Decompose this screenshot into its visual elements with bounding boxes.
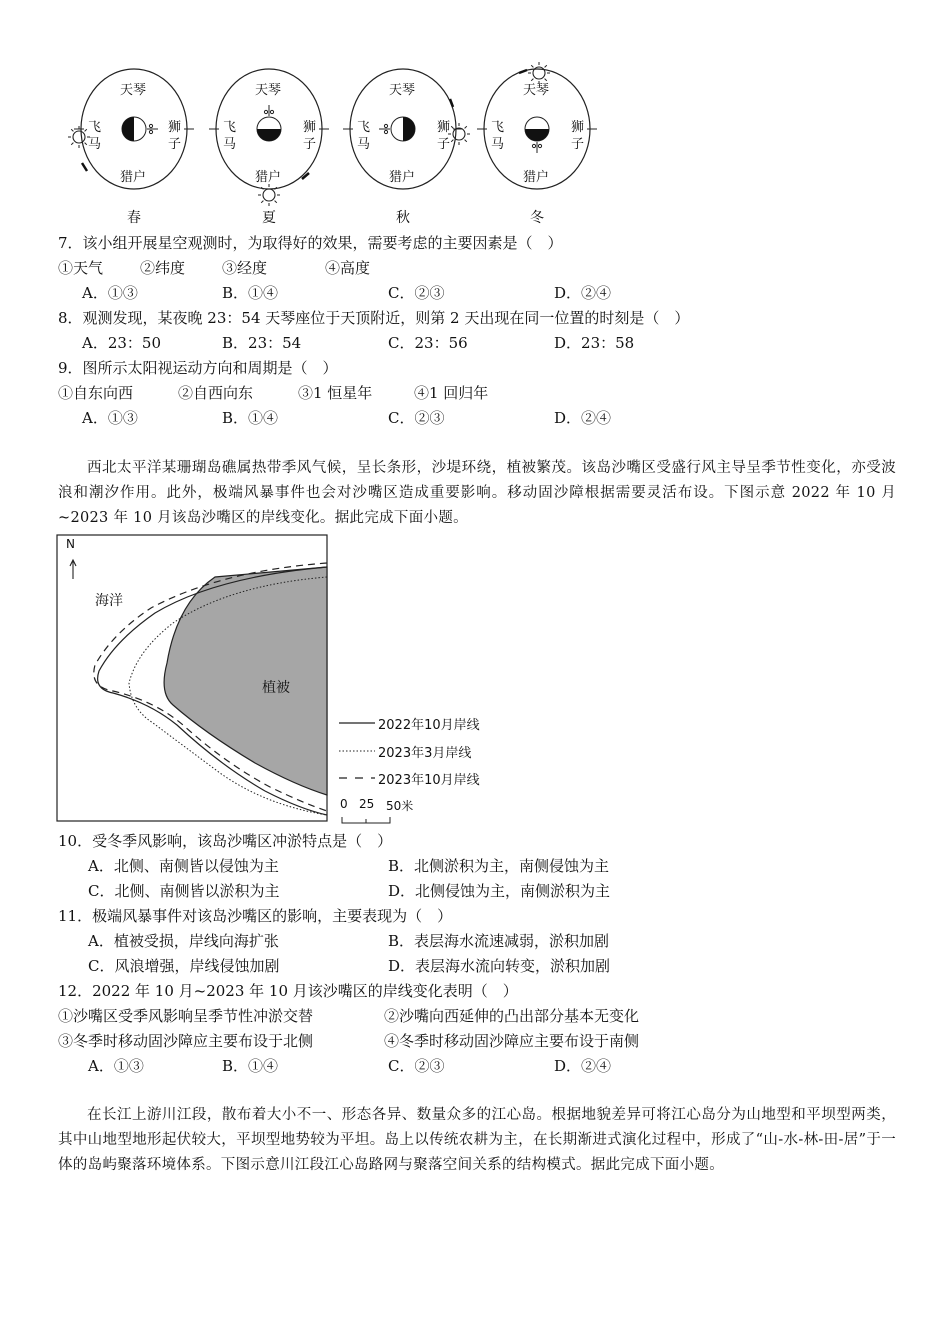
q10-option-a[interactable]: A．北侧、南侧皆以侵蚀为主 [88, 857, 279, 875]
constellation-pegasus-label-2: 马 [223, 137, 237, 152]
q11-option-a[interactable]: A．植被受损，岸线向海扩张 [88, 932, 279, 950]
constellation-orion-label: 猎户 [389, 170, 416, 185]
constellation-leo-label-1: 狮 [303, 120, 317, 135]
constellation-pegasus-label-2: 马 [357, 137, 371, 152]
constellation-pegasus-label-1: 飞 [491, 120, 505, 135]
constellation-pegasus-label-2: 马 [491, 137, 505, 152]
q8-option-c[interactable]: C．23：56 [388, 334, 468, 352]
q8-option-d[interactable]: D．23：58 [554, 334, 635, 352]
q12-item-3: ③冬季时移动固沙障应主要布设于北侧 [58, 1032, 314, 1050]
passage-river-islands: 在长江上游川江段，散布着大小不一、形态各异、数量众多的江心岛。根据地貌差异可将江心岛分为山地型和平坝型两类，其中山地型地形起伏较大，平坝型地势较为平坦。岛上以传统农耕为主，在长期渐进式演化过程中，形成了“山-水-林-田-居”于一体的岛屿聚落环境体系。下图示意川江段江心岛路网与聚落空间关系的结构模式。据此完成下面小题。 [58, 1107, 896, 1173]
q12-stem: 12．2022 年 10 月~2023 年 10 月该沙嘴区的岸线变化表明（ ） [58, 982, 518, 1000]
constellation-lyra-label: 天琴 [523, 83, 550, 98]
q8-stem: 8．观测发现，某夜晚 23：54 天琴座位于天顶附近，则第 2 天出现在同一位置的时刻是（ ） [58, 309, 690, 327]
q9-item-1: ①自东向西 [58, 384, 134, 402]
passage-coral-island: 西北太平洋某珊瑚岛礁属热带季风气候，呈长条形，沙堤环绕，植被繁茂。该岛沙嘴区受盛行风主导呈季节性变化，亦受波浪和潮汐作用。此外，极端风暴事件也会对沙嘴区造成重要影响。移动固沙障根据需要灵活布设。下图示意 2022 年 10 月~2023 年 10 月该岛沙嘴区的岸线变化。据此完成下面小题。 [58, 460, 896, 526]
constellation-pegasus-label-1: 飞 [357, 120, 371, 135]
q10-option-d[interactable]: D．北侧侵蚀为主，南侧淤积为主 [388, 882, 611, 900]
q7-option-a[interactable]: A．①③ [82, 284, 138, 302]
q9-option-a[interactable]: A．①③ [82, 409, 138, 427]
constellation-leo-label-2: 子 [571, 137, 585, 152]
constellation-leo-label-1: 狮 [571, 120, 585, 135]
q7-stem: 7．该小组开展星空观测时，为取得好的效果，需要考虑的主要因素是（ ） [58, 234, 563, 252]
q12-option-b[interactable]: B．①④ [222, 1057, 279, 1075]
season-label: 秋 [396, 210, 410, 226]
constellation-orion-label: 猎户 [523, 170, 550, 185]
q10-option-c[interactable]: C．北侧、南侧皆以淤积为主 [88, 882, 280, 900]
q7-item-4: ④高度 [325, 259, 371, 277]
season-label: 冬 [530, 210, 544, 226]
q12-item-4: ④冬季时移动固沙障应主要布设于南侧 [384, 1032, 640, 1050]
q9-option-b[interactable]: B．①④ [222, 409, 279, 427]
constellation-leo-label-1: 狮 [168, 120, 182, 135]
q7-option-d[interactable]: D．②④ [554, 284, 612, 302]
map-vegetation-label: 植被 [262, 680, 290, 696]
constellation-lyra-label: 天琴 [389, 83, 416, 98]
q9-option-c[interactable]: C．②③ [388, 409, 445, 427]
q9-item-4: ④1 回归年 [414, 384, 489, 402]
q9-item-2: ②自西向东 [178, 384, 254, 402]
constellation-leo-label-2: 子 [437, 137, 451, 152]
legend-2023-10: 2023年10月岸线 [378, 773, 480, 788]
q7-item-2: ②纬度 [140, 259, 186, 277]
constellation-leo-label-2: 子 [303, 137, 317, 152]
q12-item-1: ①沙嘴区受季风影响呈季节性冲淤交替 [58, 1007, 314, 1025]
constellation-orion-label: 猎户 [120, 170, 147, 185]
q7-option-c[interactable]: C．②③ [388, 284, 445, 302]
q12-item-2: ②沙嘴向西延伸的凸出部分基本无变化 [384, 1007, 640, 1025]
q11-option-c[interactable]: C．风浪增强，岸线侵蚀加剧 [88, 957, 280, 975]
constellation-leo-label-2: 子 [168, 137, 182, 152]
q12-option-a[interactable]: A．①③ [88, 1057, 144, 1075]
q12-option-d[interactable]: D．②④ [554, 1057, 612, 1075]
constellation-lyra-label: 天琴 [255, 83, 282, 98]
season-label: 夏 [262, 210, 276, 226]
q12-option-c[interactable]: C．②③ [388, 1057, 445, 1075]
scale-bar [342, 817, 390, 823]
q11-stem: 11．极端风暴事件对该岛沙嘴区的影响，主要表现为（ ） [58, 907, 453, 925]
map-north-label: N [66, 537, 75, 551]
scale-label-0: 0 [340, 797, 348, 811]
q10-option-b[interactable]: B．北侧淤积为主，南侧侵蚀为主 [388, 857, 610, 875]
scale-label-50: 50米 [386, 799, 414, 813]
season-label: 春 [127, 210, 141, 226]
map-sea-label: 海洋 [95, 593, 123, 609]
q7-item-1: ①天气 [58, 259, 104, 277]
constellation-pegasus-label-1: 飞 [223, 120, 237, 135]
constellation-pegasus-label-2: 马 [88, 137, 102, 152]
q7-option-b[interactable]: B．①④ [222, 284, 279, 302]
q9-item-3: ③1 恒星年 [298, 384, 373, 402]
q11-option-d[interactable]: D．表层海水流向转变，淤积加剧 [388, 957, 611, 975]
constellation-orion-label: 猎户 [255, 170, 282, 185]
q10-stem: 10．受冬季风影响，该岛沙嘴区冲淤特点是（ ） [58, 832, 393, 850]
constellation-pegasus-label-1: 飞 [88, 120, 102, 135]
q7-item-3: ③经度 [222, 259, 268, 277]
q9-option-d[interactable]: D．②④ [554, 409, 612, 427]
scale-label-25: 25 [359, 797, 375, 811]
constellation-leo-label-1: 狮 [437, 120, 451, 135]
q8-option-b[interactable]: B．23：54 [222, 334, 302, 352]
legend-2023-03: 2023年3月岸线 [378, 746, 472, 761]
q8-option-a[interactable]: A．23：50 [82, 334, 162, 352]
q11-option-b[interactable]: B．表层海水流速减弱，淤积加剧 [388, 932, 610, 950]
legend-2022-10: 2022年10月岸线 [378, 718, 480, 733]
q9-stem: 9．图所示太阳视运动方向和周期是（ ） [58, 359, 338, 377]
constellation-lyra-label: 天琴 [120, 83, 147, 98]
